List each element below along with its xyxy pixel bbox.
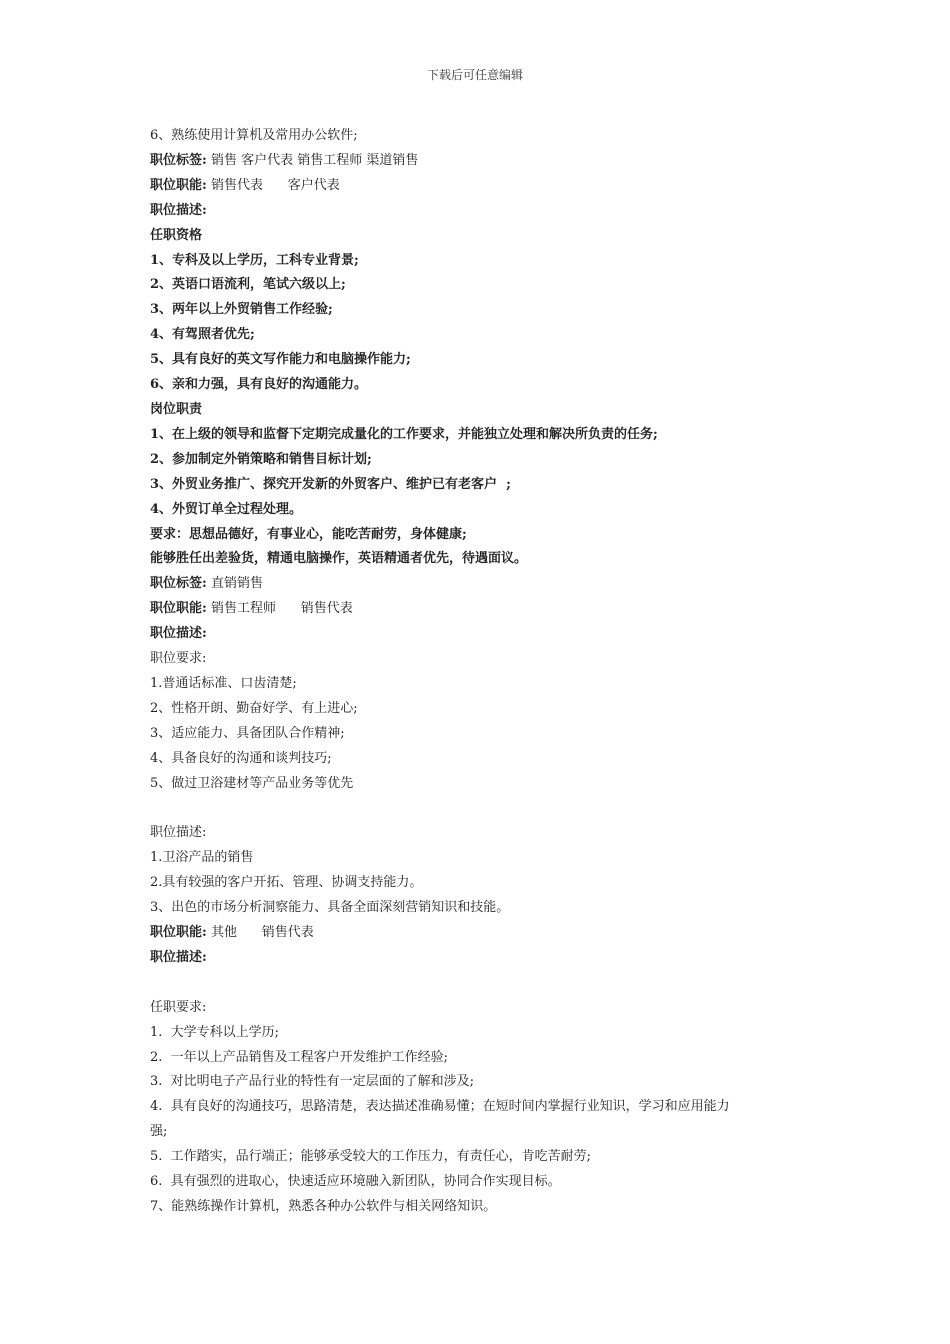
section-heading: 任职资格 <box>150 227 203 243</box>
text-line: 职位要求: <box>150 651 207 667</box>
text-line: 职位描述: <box>150 825 207 841</box>
text-line: 4、有驾照者优先; <box>150 327 255 343</box>
field-value: 直销销售 <box>206 576 263 592</box>
blank-line <box>150 796 800 821</box>
text-line: 6. 具有强烈的进取心，快速适应环境融入新团队，协同合作实现目标。 <box>150 1174 561 1190</box>
field-label: 职位职能: <box>150 924 207 940</box>
job-function-line <box>150 921 800 946</box>
text-line: 1、在上级的领导和监督下定期完成量化的工作要求，并能独立处理和解决所负责的任务; <box>150 426 658 442</box>
text-line: 5. 工作踏实，品行端正；能够承受较大的工作压力，有责任心，肯吃苦耐劳; <box>150 1149 592 1165</box>
text-line: 2.具有较强的客户开拓、管理、协调支持能力。 <box>150 875 423 891</box>
field-value: 销售 客户代表 销售工程师 渠道销售 <box>206 152 419 168</box>
text-line: 7、能熟练操作计算机，熟悉各种办公软件与相关网络知识。 <box>150 1198 497 1214</box>
text-line: 3、适应能力、具备团队合作精神; <box>150 725 345 741</box>
job-function-line <box>150 174 800 199</box>
blank-line <box>150 971 800 996</box>
section-heading: 职位描述: <box>150 202 207 218</box>
text-line: 5、具有良好的英文写作能力和电脑操作能力; <box>150 352 411 368</box>
text-line: 3. 对比明电子产品行业的特性有一定层面的了解和涉及; <box>150 1074 475 1090</box>
text-line: 4、具备良好的沟通和谈判技巧; <box>150 750 332 766</box>
text-line: 6、熟练使用计算机及常用办公软件; <box>150 128 358 143</box>
job-tags-line <box>150 149 800 174</box>
text-line: 3、出色的市场分析洞察能力、具备全面深刻营销知识和技能。 <box>150 900 510 916</box>
text-line: 6、亲和力强，具有良好的沟通能力。 <box>150 377 368 393</box>
section-heading: 岗位职责 <box>150 401 203 417</box>
text-line: 5、做过卫浴建材等产品业务等优先 <box>150 775 354 791</box>
job-function-line <box>150 597 800 622</box>
field-value: 销售代表 客户代表 <box>206 177 340 193</box>
page-header: 下载后可任意编辑 <box>426 68 523 82</box>
text-line: 4. 具有良好的沟通技巧，思路清楚，表达描述准确易懂；在短时间内掌握行业知识，学习和应用能力 <box>150 1099 730 1115</box>
text-line: 1.普通话标准、口齿清楚; <box>150 675 297 691</box>
text-line: 4、外贸订单全过程处理。 <box>150 501 303 517</box>
field-label: 职位职能: <box>150 601 207 617</box>
field-label: 职位职能: <box>150 177 207 193</box>
text-line: 2、英语口语流利，笔试六级以上; <box>150 277 346 293</box>
text-line: 任职要求: <box>150 999 207 1015</box>
text-line: 1、专科及以上学历，工科专业背景; <box>150 252 359 268</box>
field-value: 其他 销售代表 <box>206 924 314 940</box>
section-heading: 职位描述: <box>150 949 207 965</box>
document-body <box>150 124 800 1220</box>
text-line: 2. 一年以上产品销售及工程客户开发维护工作经验; <box>150 1049 449 1065</box>
job-tags-line <box>150 572 800 597</box>
field-value: 销售工程师 销售代表 <box>206 601 353 617</box>
text-line: 要求：思想品德好，有事业心，能吃苦耐劳，身体健康; <box>150 526 467 542</box>
field-label: 职位标签: <box>150 576 207 592</box>
text-line: 能够胜任出差验货，精通电脑操作，英语精通者优先，待遇面议。 <box>150 551 528 567</box>
text-line: 2、性格开朗、勤奋好学、有上进心; <box>150 700 358 716</box>
section-heading: 职位描述: <box>150 626 207 642</box>
text-line: 1.卫浴产品的销售 <box>150 850 254 866</box>
field-label: 职位标签: <box>150 152 207 168</box>
text-line: 3、外贸业务推广、探究开发新的外贸客户、维护已有老客户 ; <box>150 476 511 492</box>
text-line: 1. 大学专科以上学历; <box>150 1024 280 1040</box>
text-line: 强; <box>150 1124 168 1140</box>
text-line: 2、参加制定外销策略和销售目标计划; <box>150 451 372 467</box>
text-line: 3、两年以上外贸销售工作经验; <box>150 302 333 318</box>
